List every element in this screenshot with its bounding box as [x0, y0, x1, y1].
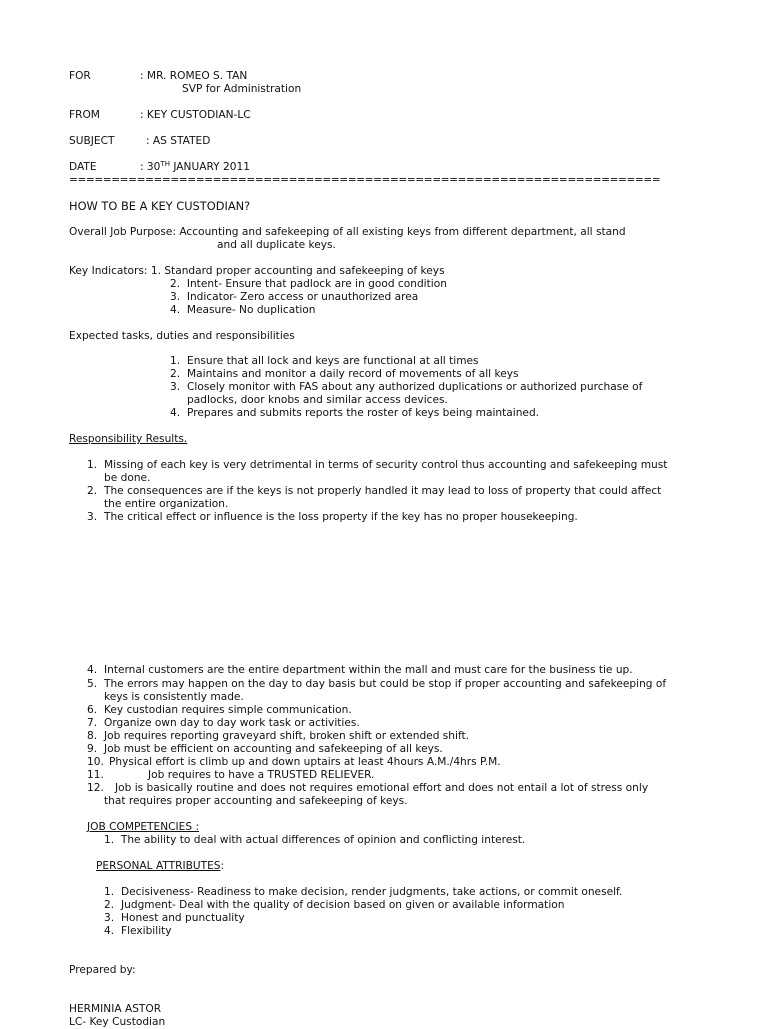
task-text: Ensure that all lock and keys are functional at all times: [187, 355, 479, 367]
result-item: [87, 511, 578, 524]
attribute-text: Judgment- Deal with the quality of decision based on given or available information: [121, 899, 565, 911]
task-item: [170, 355, 479, 368]
result-number: 8.: [87, 730, 98, 742]
result-text: The consequences are if the keys is not properly handled it may lead to loss of property that could affect: [104, 485, 662, 497]
from-value: : KEY CUSTODIAN-LC: [140, 109, 251, 121]
result-number: 4.: [87, 664, 98, 676]
result-item-continuation: be done.: [104, 472, 151, 484]
result-item-continuation: keys is consistently made.: [104, 691, 244, 703]
result-text: The critical effect or influence is the loss property if the key has no proper housekeeping.: [104, 511, 578, 523]
date-rest: JANUARY 2011: [169, 161, 250, 173]
result-number: 10.: [87, 756, 104, 768]
attribute-item: [104, 886, 622, 899]
attribute-number: 4.: [104, 925, 115, 937]
header-rule: ======================================================================: [69, 174, 661, 186]
result-item-continuation: the entire organization.: [104, 498, 229, 510]
task-text: Closely monitor with FAS about any authorized duplications or authorized purchase of: [187, 381, 643, 393]
for-title: SVP for Administration: [182, 83, 302, 95]
result-item: [87, 782, 648, 795]
attribute-number: 1.: [104, 886, 115, 898]
result-text: Job must be efficient on accounting and safekeeping of all keys.: [104, 743, 443, 755]
result-item-continuation: that requires proper accounting and safekeeping of keys.: [104, 795, 408, 807]
purpose-line-1: Overall Job Purpose: Accounting and safekeeping of all existing keys from different department, all stand: [69, 226, 626, 238]
key-indicator-item: 2. Intent- Ensure that padlock are in good condition: [170, 278, 447, 290]
task-item: [170, 368, 519, 381]
date-suffix: TH: [160, 160, 170, 168]
result-text: Missing of each key is very detrimental in terms of security control thus accounting and safekeeping must: [104, 459, 668, 471]
date-label: DATE: [69, 161, 97, 173]
result-number: 7.: [87, 717, 98, 729]
result-text: Job requires to have a TRUSTED RELIEVER.: [148, 769, 375, 781]
preparer-name: HERMINIA ASTOR: [69, 1003, 162, 1015]
attributes-heading-text: PERSONAL ATTRIBUTES: [96, 860, 221, 872]
result-item: [87, 704, 352, 717]
result-text: Organize own day to day work task or activities.: [104, 717, 360, 729]
subject-label: SUBJECT: [69, 135, 115, 147]
result-number: 1.: [87, 459, 98, 471]
from-label: FROM: [69, 109, 100, 121]
result-item: [87, 678, 666, 691]
attribute-text: Decisiveness- Readiness to make decision, render judgments, take actions, or commit oneself.: [121, 886, 623, 898]
attribute-number: 2.: [104, 899, 115, 911]
key-indicator-item: 4. Measure- No duplication: [170, 304, 316, 316]
date-prefix: : 30: [140, 161, 161, 173]
task-text: Maintains and monitor a daily record of movements of all keys: [187, 368, 519, 380]
result-item: [87, 769, 375, 782]
for-label: FOR: [69, 70, 91, 82]
result-number: 11.: [87, 769, 104, 781]
purpose-line-2: and all duplicate keys.: [217, 239, 336, 251]
result-number: 5.: [87, 678, 98, 690]
key-indicator-item: 3. Indicator- Zero access or unauthorized area: [170, 291, 419, 303]
subject-value: : AS STATED: [146, 135, 211, 147]
task-item-continuation: padlocks, door knobs and similar access devices.: [187, 394, 448, 406]
result-text: Job requires reporting graveyard shift, broken shift or extended shift.: [104, 730, 470, 742]
result-text: Physical effort is climb up and down uptairs at least 4hours A.M./4hrs P.M.: [109, 756, 501, 768]
competency-item: 1. The ability to deal with actual differences of opinion and conflicting interest.: [104, 834, 526, 846]
key-indicators-label: Key Indicators: 1. Standard proper accounting and safekeeping of keys: [69, 265, 445, 277]
result-item: [87, 743, 443, 756]
attributes-heading-colon: :: [220, 860, 225, 872]
competencies-heading: JOB COMPETENCIES :: [87, 821, 200, 833]
attribute-item: [104, 899, 564, 912]
prepared-by-label: Prepared by:: [69, 964, 136, 976]
result-number: 2.: [87, 485, 98, 497]
result-text: Key custodian requires simple communication.: [104, 704, 352, 716]
preparer-title: LC- Key Custodian: [69, 1016, 166, 1028]
result-item: [87, 717, 360, 730]
result-item: [87, 485, 661, 498]
tasks-heading: Expected tasks, duties and responsibilities: [69, 330, 295, 342]
result-text: Job is basically routine and does not requires emotional effort and does not entail a lot of stress only: [115, 782, 649, 794]
task-number: 3.: [170, 381, 181, 393]
task-number: 2.: [170, 368, 181, 380]
for-value: : MR. ROMEO S. TAN: [140, 70, 248, 82]
result-item: [87, 730, 469, 743]
result-item: [87, 459, 667, 472]
task-text: Prepares and submits reports the roster of keys being maintained.: [187, 407, 540, 419]
result-number: 12.: [87, 782, 104, 794]
result-item: [87, 756, 501, 769]
attribute-text: Honest and punctuality: [121, 912, 245, 924]
attribute-number: 3.: [104, 912, 115, 924]
task-number: 4.: [170, 407, 181, 419]
attribute-item: [104, 912, 245, 925]
results-heading: Responsibility Results.: [69, 433, 188, 445]
attribute-text: Flexibility: [121, 925, 172, 937]
result-number: 3.: [87, 511, 98, 523]
result-number: 9.: [87, 743, 98, 755]
task-item: [170, 407, 539, 420]
task-number: 1.: [170, 355, 181, 367]
result-text: The errors may happen on the day to day basis but could be stop if proper accounting and safekeeping of: [104, 678, 667, 690]
result-item: [87, 664, 633, 677]
task-item: [170, 381, 642, 394]
result-number: 6.: [87, 704, 98, 716]
attributes-heading: [96, 860, 224, 873]
attribute-item: [104, 925, 172, 938]
page-title: HOW TO BE A KEY CUSTODIAN?: [69, 199, 251, 213]
result-text: Internal customers are the entire department within the mall and must care for the business tie up.: [104, 664, 633, 676]
date-value: [140, 161, 250, 174]
